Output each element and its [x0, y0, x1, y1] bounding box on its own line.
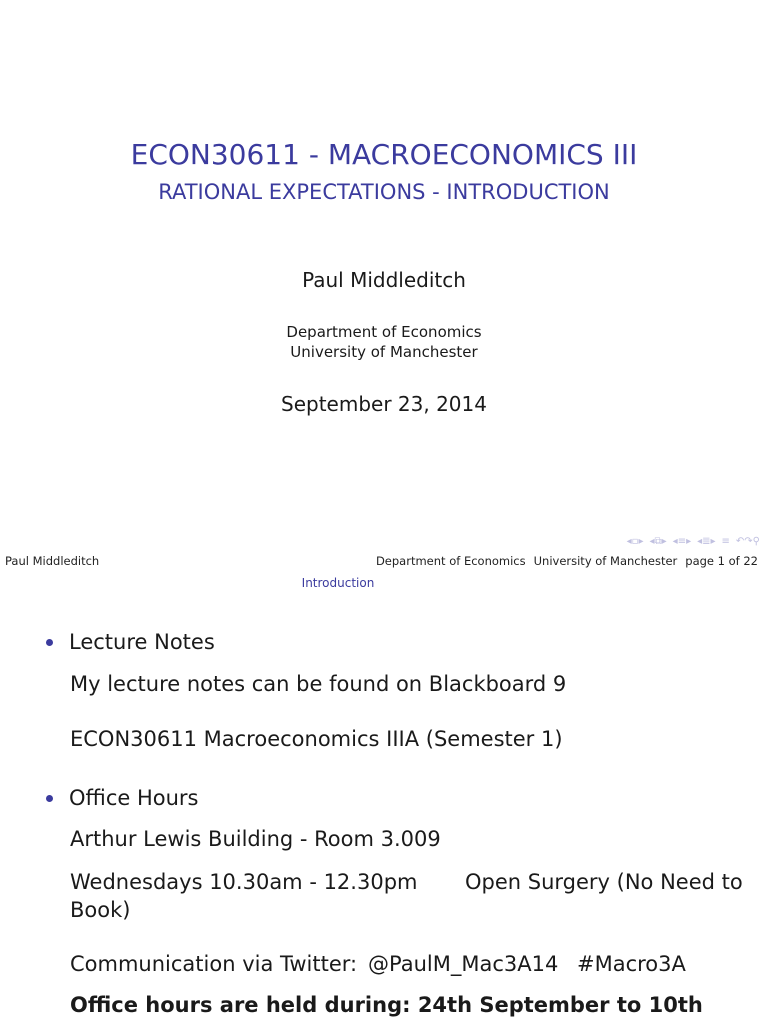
- section-heading: Introduction: [301, 576, 375, 590]
- twitter-label: Communication via Twitter:: [70, 952, 358, 976]
- notes-location: My lecture notes can be found on Blackboard 9: [70, 672, 567, 696]
- twitter-line: [70, 952, 357, 976]
- office-hours-period: Office hours are held during: 24th September to 10th: [70, 993, 703, 1017]
- nav-subsection-icon[interactable]: ◂⧉▸: [649, 535, 667, 547]
- office-room: Arthur Lewis Building - Room 3.009: [70, 827, 441, 851]
- footer-university: University of Manchester: [533, 554, 678, 568]
- presentation-date: September 23, 2014: [281, 392, 487, 416]
- nav-search-icon[interactable]: ↶↷⚲: [735, 535, 760, 547]
- notes-course: ECON30611 Macroeconomics IIIA (Semester 1): [70, 727, 563, 751]
- institute-department: Department of Economics: [286, 323, 482, 341]
- nav-appendix-icon[interactable]: ≡: [721, 535, 730, 547]
- footer-department: Department of Economics: [375, 554, 526, 568]
- footer-right: [376, 554, 758, 568]
- slide-footer: [0, 554, 768, 570]
- institute-university: University of Manchester: [290, 343, 478, 361]
- beamer-navigation-symbols: [627, 534, 760, 548]
- nav-frame-icon[interactable]: ◂▫▸: [626, 535, 644, 547]
- footer-page-number: page 1 of 22: [685, 554, 758, 568]
- author-name: Paul Middleditch: [302, 268, 466, 292]
- introduction-slide: [0, 572, 768, 1024]
- presentation-title: ECON30611 - MACROECONOMICS III: [130, 138, 638, 171]
- nav-section-icon[interactable]: ◂≡▸: [672, 535, 692, 547]
- bullet-office-hours: [46, 786, 199, 810]
- presentation-subtitle: RATIONAL EXPECTATIONS - INTRODUCTION: [158, 180, 610, 204]
- bullet-label: Office Hours: [69, 786, 199, 810]
- institute-block: [0, 322, 768, 362]
- footer-author: Paul Middleditch: [5, 554, 100, 568]
- bullet-label: Lecture Notes: [69, 630, 215, 654]
- bullet-icon: [46, 639, 53, 646]
- twitter-hashtag: #Macro3A: [577, 952, 686, 976]
- twitter-handle: @PaulM_Mac3A14: [368, 952, 559, 976]
- open-surgery-note: Open Surgery (No Need to: [465, 870, 743, 894]
- office-hours-time: Wednesdays 10.30am - 12.30pm: [70, 870, 418, 894]
- bullet-icon: [46, 795, 53, 802]
- bullet-lecture-notes: [46, 630, 215, 654]
- open-surgery-note-continued: Book): [70, 898, 131, 922]
- nav-document-icon[interactable]: ◂≣▸: [697, 535, 716, 547]
